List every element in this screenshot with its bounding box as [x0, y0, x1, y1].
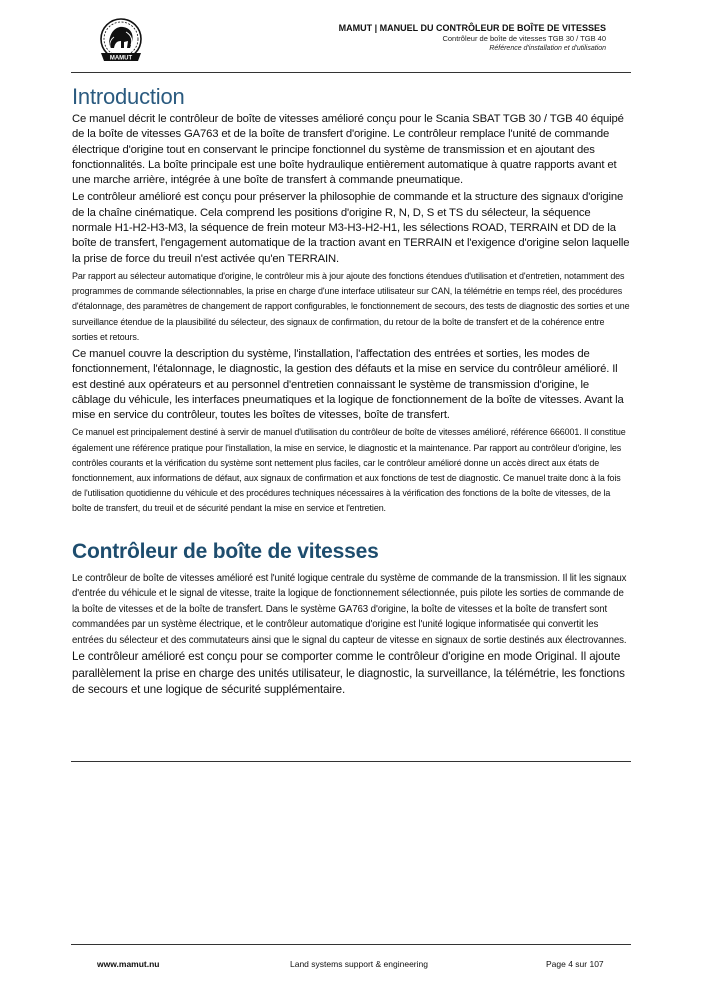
content-end-rule	[71, 761, 631, 762]
document-subtitle: Contrôleur de boîte de vitesses TGB 30 / TGB 40	[442, 34, 606, 43]
document-reference: Référence d'installation et d'utilisation	[489, 45, 606, 52]
header-rule	[71, 72, 631, 73]
introduction-heading: Introduction	[72, 84, 185, 109]
mamut-logo	[95, 17, 147, 63]
footer-page-number: Page 4 sur 107	[546, 959, 604, 969]
controller-heading: Contrôleur de boîte de vitesses	[72, 539, 379, 563]
footer-website: www.mamut.nu	[97, 959, 160, 969]
controller-paragraph-2: Le contrôleur amélioré est conçu pour se comporter comme le contrôleur d'origine en mode Original. Il ajoute parallèlement la prise en charge des unités utilisateur, le diagnostic, la surveillance, la télémétrie, les fonctions de secours et une logique de sécurité supplémentaire.	[72, 650, 625, 697]
intro-paragraph-5: Ce manuel est principalement destiné à servir de manuel d'utilisation du contrôleur de boîte de vitesses amélioré, référence 666001. Il constitue également une référence pratique pour l'installation, la mise en service, le diagnostic et la maintenance. Par rapport au contrôleur d'origine, les contrôles courants et la vérification du système sont nettement plus faciles, car le contrôleur amélioré donne un accès direct aux états de fonctionnement, aux informations de défaut, aux signaux de confirmation et aux fonctions de test de diagnostic. Ce manuel traite donc à la fois de l'utilisation quotidienne du véhicule et des procédures techniques nécessaires à la vérification des fonctions de la boîte de vitesses, de la boîte de transfert, du treuil et de sécurité pendant la mise en service et l'entretien.	[72, 427, 626, 514]
footer-rule	[71, 944, 631, 945]
footer-tagline: Land systems support & engineering	[290, 959, 428, 969]
intro-paragraph-1: Ce manuel décrit le contrôleur de boîte de vitesses amélioré conçu pour le Scania SBAT TGB 30 / TGB 40 équipé de la boîte de vitesses GA763 et de la boîte de transfert d'origine. Le contrôleur remplace l'unité de commande électrique d'origine tout en conservant le principe fonctionnel du système de transmission et en ajoutant des fonctionnalités. La boîte principale est une boîte hydraulique entièrement automatique à quatre rapports avant et une marche arrière, intégrée à une boîte de transfert à commande pneumatique.	[72, 113, 624, 187]
page-content	[72, 83, 630, 699]
controller-paragraph-1: Le contrôleur de boîte de vitesses amélioré est l'unité logique centrale du système de commande de la transmission. Il lit les signaux d'entrée du véhicule et le signal de vitesse, traite la logique de fonctionnement sélectionnée, puis pilote les sorties de commande de la boîte de vitesses et de la boîte de transfert. Dans le système GA763 d'origine, la boîte de vitesses et la boîte de transfert sont commandées par un système électrique, et le contrôleur automatique d'origine est l'unité logique informatisée qui convertit les entrées du sélecteur et des commutateurs ainsi que le signal du capteur de vitesse en signaux de sortie destinés aux électrovannes.	[72, 572, 627, 646]
intro-paragraph-3: Par rapport au sélecteur automatique d'origine, le contrôleur mis à jour ajoute des fonctions étendues d'utilisation et d'entretien, notamment des programmes de commande sélectionnables, la prise en charge d'une interface utilisateur sur CAN, la télémétrie en temps réel, des procédures d'étalonnage, des paramètres de changement de rapport configurables, le fonctionnement de secours, des tests de diagnostic des sorties et une surveillance étendue de la plausibilité du sélecteur, des signaux de confirmation, du retour de la boîte de transfert et de la cohérence entre sorties et retours.	[72, 270, 630, 342]
page-footer	[0, 956, 703, 976]
header-text-block	[339, 23, 606, 54]
logo-text: MAMUT	[109, 55, 133, 62]
document-title: MAMUT | MANUEL DU CONTRÔLEUR DE BOÎTE DE VITESSES	[338, 23, 606, 33]
intro-paragraph-4: Ce manuel couvre la description du système, l'installation, l'affectation des entrées et sorties, les modes de fonctionnement, l'étalonnage, le diagnostic, la gestion des défauts et la mise en service du contrôleur amélioré. Il est destiné aux opérateurs et au personnel d'entretien connaissant le système de transmission d'origine, le câblage du véhicule, les interfaces pneumatiques et la logique de fonctionnement de la boîte de vitesses. Avant la mise en service du contrôleur, toutes les boîtes de vitesses, boîte de transfert.	[72, 347, 624, 422]
page-header	[0, 0, 703, 74]
intro-paragraph-2: Le contrôleur amélioré est conçu pour préserver la philosophie de commande et la structure des signaux d'origine de la chaîne cinématique. Cela comprend les positions d'origine R, N, D, S et TS du sélecteur, la séquence normale H1-H2-H3-M3, la séquence de frein moteur M3-H3-H2-H1, les sélections ROAD, TERRAIN et DD de la boîte de transfert, l'engagement automatique de la traction avant en TERRAIN et l'exigence d'origine selon laquelle la prise de force du treuil n'est activée qu'en TERRAIN.	[72, 191, 630, 265]
